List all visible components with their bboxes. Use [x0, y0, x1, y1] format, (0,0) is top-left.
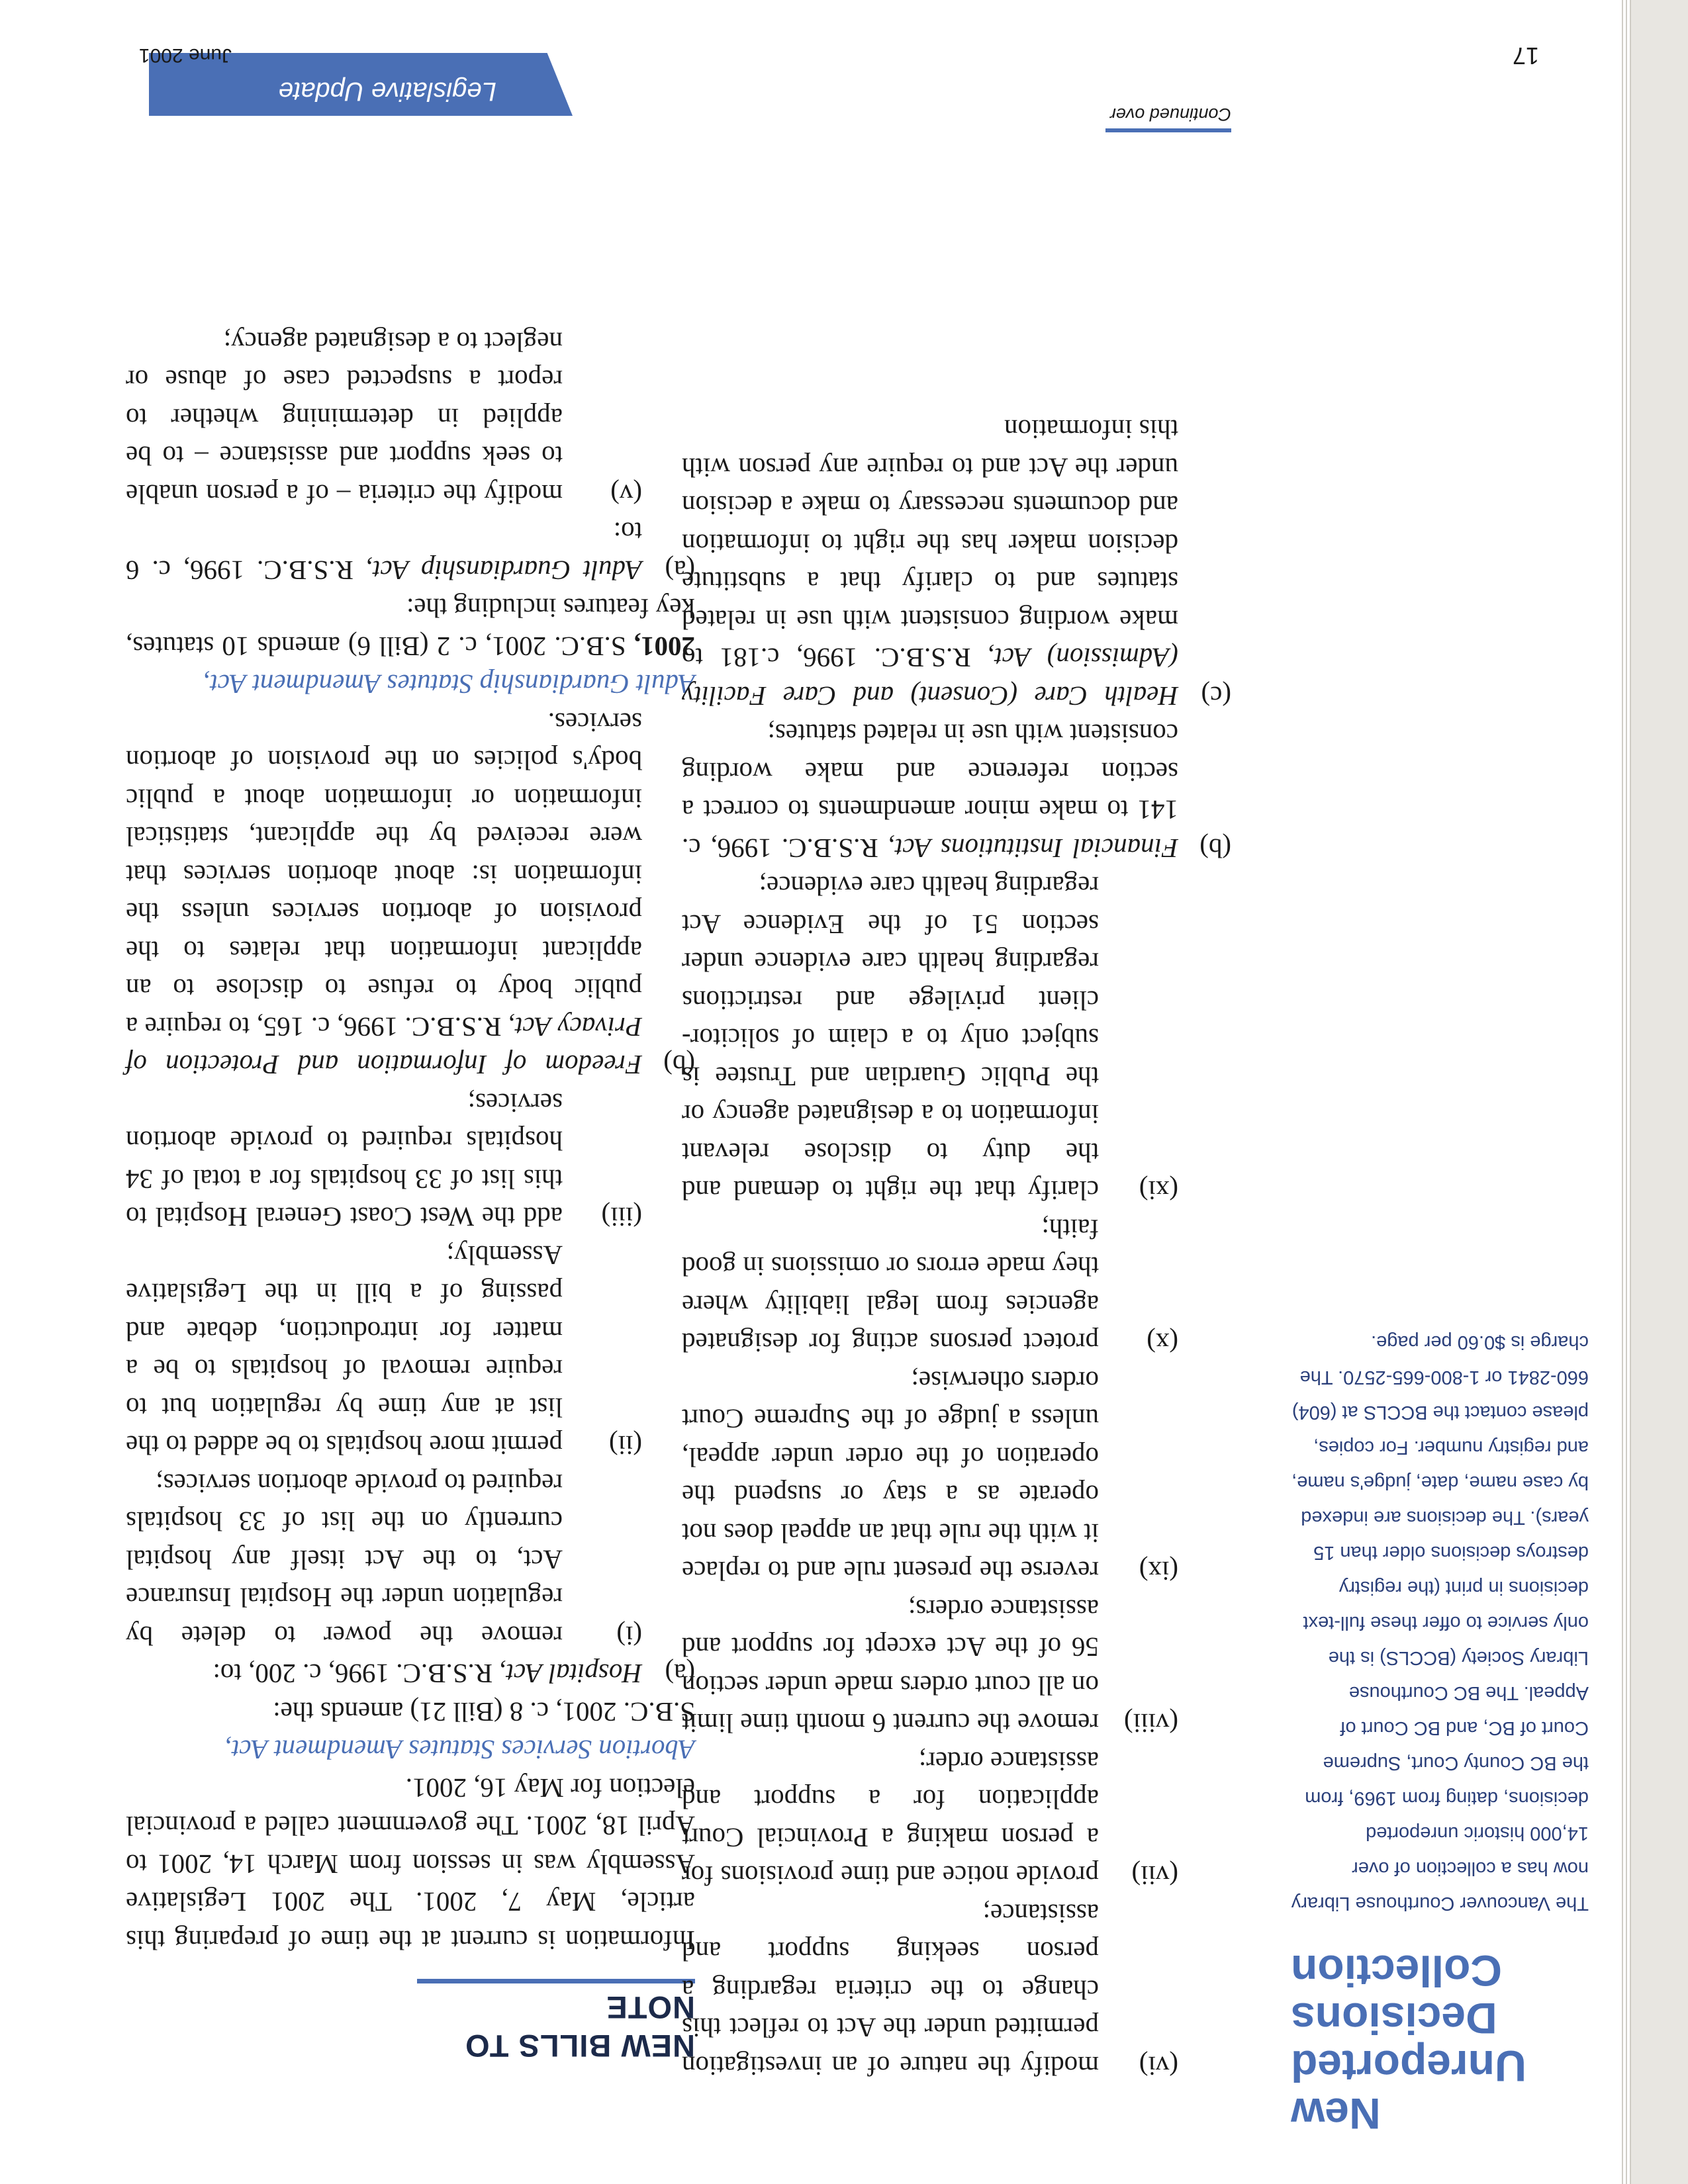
- list-item: [126, 323, 695, 514]
- header-banner-label: Legislative Update: [278, 77, 496, 106]
- act-heading-adult-guardianship: [126, 665, 695, 704]
- clause-body: [682, 410, 1178, 715]
- item-text: provide notice and time provisions for a person making a Provincial Court application for a support and assistance order;: [682, 1747, 1099, 1891]
- list-item: [682, 1743, 1231, 1895]
- item-label: (x): [1147, 1328, 1178, 1359]
- item-text: modify the nature of an investigation permitted under the Act to reflect this change to the criteria regarding a person seeking support and assistance;: [682, 1899, 1099, 2081]
- column-middle: [682, 410, 1231, 2085]
- list-item: [126, 1084, 695, 1236]
- clause-label: (b): [1199, 833, 1231, 864]
- statute-name: Adult Guardianship Act,: [365, 555, 642, 586]
- item-text: clarify that the right to demand and the duty to disclose relevant information to a designated agency or the Public Guardian and Trustee is subject only to a claim of solicitor-client privilege and restrictions regarding health care evidence under section 51 of the Evidence Act regarding health care evidence;: [682, 871, 1099, 1206]
- clause-c: [682, 410, 1231, 715]
- clause-text: R.S.B.C. 1996, c.181 to make wording consistent with use in related statutes and to clarify that a substitute decision maker has the right to information and documents necessary to make a decision under the Act and to require any person with this information: [681, 414, 1178, 674]
- item-text: remove the current 6 month time limit on all court orders made under section 56 of the Act except for support and assistance orders;: [682, 1594, 1099, 1739]
- section-title: NEW BILLS TO NOTE: [417, 1979, 695, 2065]
- clause-text: R.S.B.C. 1996, c. 165, to require a public body to refuse to disclose to an applicant information that relates to the provision of abortion services unless the information is: about abortion services that were received by the applicant, statistical information or information about a public body's policies on the provision of abortion services.: [126, 707, 642, 1042]
- act-lead-text: S.B.C. 2001, c. 2 (Bill 6) amends 10 statutes, key features including the:: [126, 593, 695, 662]
- page-number: 17: [1512, 42, 1539, 69]
- list-item: [682, 1210, 1231, 1362]
- item-label: (viii): [1124, 1708, 1178, 1739]
- sidebar-body: The Vancouver Courthouse Library now has a collection of over 14,000 historic unreported decisions, dating from 1969, from the BC County Court, Supreme Court of BC, and BC Court of Appeal. The BC Courthouse Library Society (BCCLS) is the only service to offer these full-text decisions in print (the registry destroys decisions older than 15 years). The decisions are indexed by case name, date, judge's name, and registry number. For copies, please contact the BCCLS at (604) 660-2841 or 1-800-665-2570. The charge is $0.60 per page.: [1291, 1332, 1589, 1914]
- list-item: [682, 1590, 1231, 1743]
- clause-a: [126, 1655, 695, 1693]
- item-text: add the West Coast General Hospital to this list of 33 hospitals for a total of 34 hospitals required to provide abortion services;: [126, 1088, 563, 1233]
- clause-a: [126, 513, 695, 589]
- item-text: reverse the present rule and to replace it with the rule that an appeal does not operate as a stay or suspend the operation of the order under appeal, unless a judge of the Supreme Court orders otherwise;: [682, 1366, 1099, 1587]
- clause-label: (a): [665, 1659, 695, 1690]
- item-label: (i): [616, 1621, 642, 1651]
- act-heading-abortion: [126, 1731, 695, 1769]
- clause-text: R.S.B.C. 1996, c. 6 to:: [126, 517, 642, 586]
- statute-name: Freedom of Information and Protection of Privacy Act,: [126, 1012, 642, 1081]
- statute-name: Hospital Act,: [499, 1659, 642, 1690]
- item-label: (iii): [601, 1202, 642, 1233]
- intro-paragraph: Information is current at the time of preparing this article, May 7, 2001. The 2001 Legislative Assembly was in session from March 14, 2001 to April 18, 2001. The government called a provincial election for May 16, 2001.: [126, 1773, 695, 1956]
- sidebar-title: New Unreported Decisions Collection: [1291, 1946, 1526, 2138]
- item-label: (v): [610, 479, 642, 510]
- clause-label: (b): [663, 1050, 695, 1081]
- act-lead: [126, 589, 695, 665]
- footer-date: June 2001: [138, 44, 232, 66]
- clause-text: R.S.B.C. 1996, c. 141 to make minor amendments to correct a section reference and make wording consistent with use in related statutes;: [682, 719, 1178, 864]
- clause-b: [682, 715, 1231, 867]
- continued-over-note: Continued over: [1105, 104, 1231, 132]
- item-text: permit more hospitals to be added to the list at any time by regulation but to require removal of hospitals to be a matter for introduction, debate and passing of a bill in the Legislative Assembly;: [126, 1240, 563, 1461]
- item-label: (xi): [1139, 1175, 1178, 1206]
- clause-body: [682, 715, 1178, 867]
- clause-text: R.S.B.C. 1996, c. 200, to:: [212, 1659, 500, 1690]
- item-text: modify the criteria – of a person unable to seek support and assistance – to be applied in determining whether to report a suspected case of abuse or neglect to a designated agency;: [126, 327, 563, 510]
- act-year: 2001,: [633, 631, 695, 662]
- item-text: protect persons acting for designated agencies from legal liability where they made errors or omissions in good faith;: [682, 1214, 1099, 1359]
- act-title: Abortion Services Statutes Amendment Act,: [224, 1735, 695, 1766]
- act-lead: S.B.C. 2001, c. 8 (Bill 21) amends the:: [273, 1697, 695, 1727]
- statute-name: Health Care (Consent) and Care Facility (Admission) Act,: [682, 643, 1178, 711]
- clause-label: (c): [1201, 681, 1231, 711]
- list-item: [126, 1465, 695, 1655]
- item-text: remove the power to delete by regulation under the Hospital Insurance Act, to the Act itself any hospital currently on the list of 33 hospitals required to provide abortion services;: [126, 1469, 563, 1651]
- item-label: (vii): [1131, 1860, 1178, 1891]
- item-label: (ix): [1139, 1556, 1178, 1587]
- list-item: [682, 1362, 1231, 1590]
- act-title: Adult Guardianship Statutes Amendment Act,: [203, 669, 695, 700]
- item-label: (ii): [608, 1430, 642, 1461]
- sidebar: [1291, 1324, 1589, 2138]
- column-left: [126, 323, 695, 2066]
- clause-body: [126, 513, 642, 589]
- clause-label: (a): [665, 555, 695, 586]
- clause-body: [126, 704, 642, 1084]
- item-label: (vi): [1139, 2051, 1178, 2081]
- list-item: [126, 1236, 695, 1465]
- clause-b: [126, 704, 695, 1084]
- list-item: [682, 1895, 1231, 2085]
- clause-body: [126, 1655, 642, 1693]
- list-item: [682, 867, 1231, 1210]
- statute-name: Financial Institutions Act,: [888, 833, 1178, 864]
